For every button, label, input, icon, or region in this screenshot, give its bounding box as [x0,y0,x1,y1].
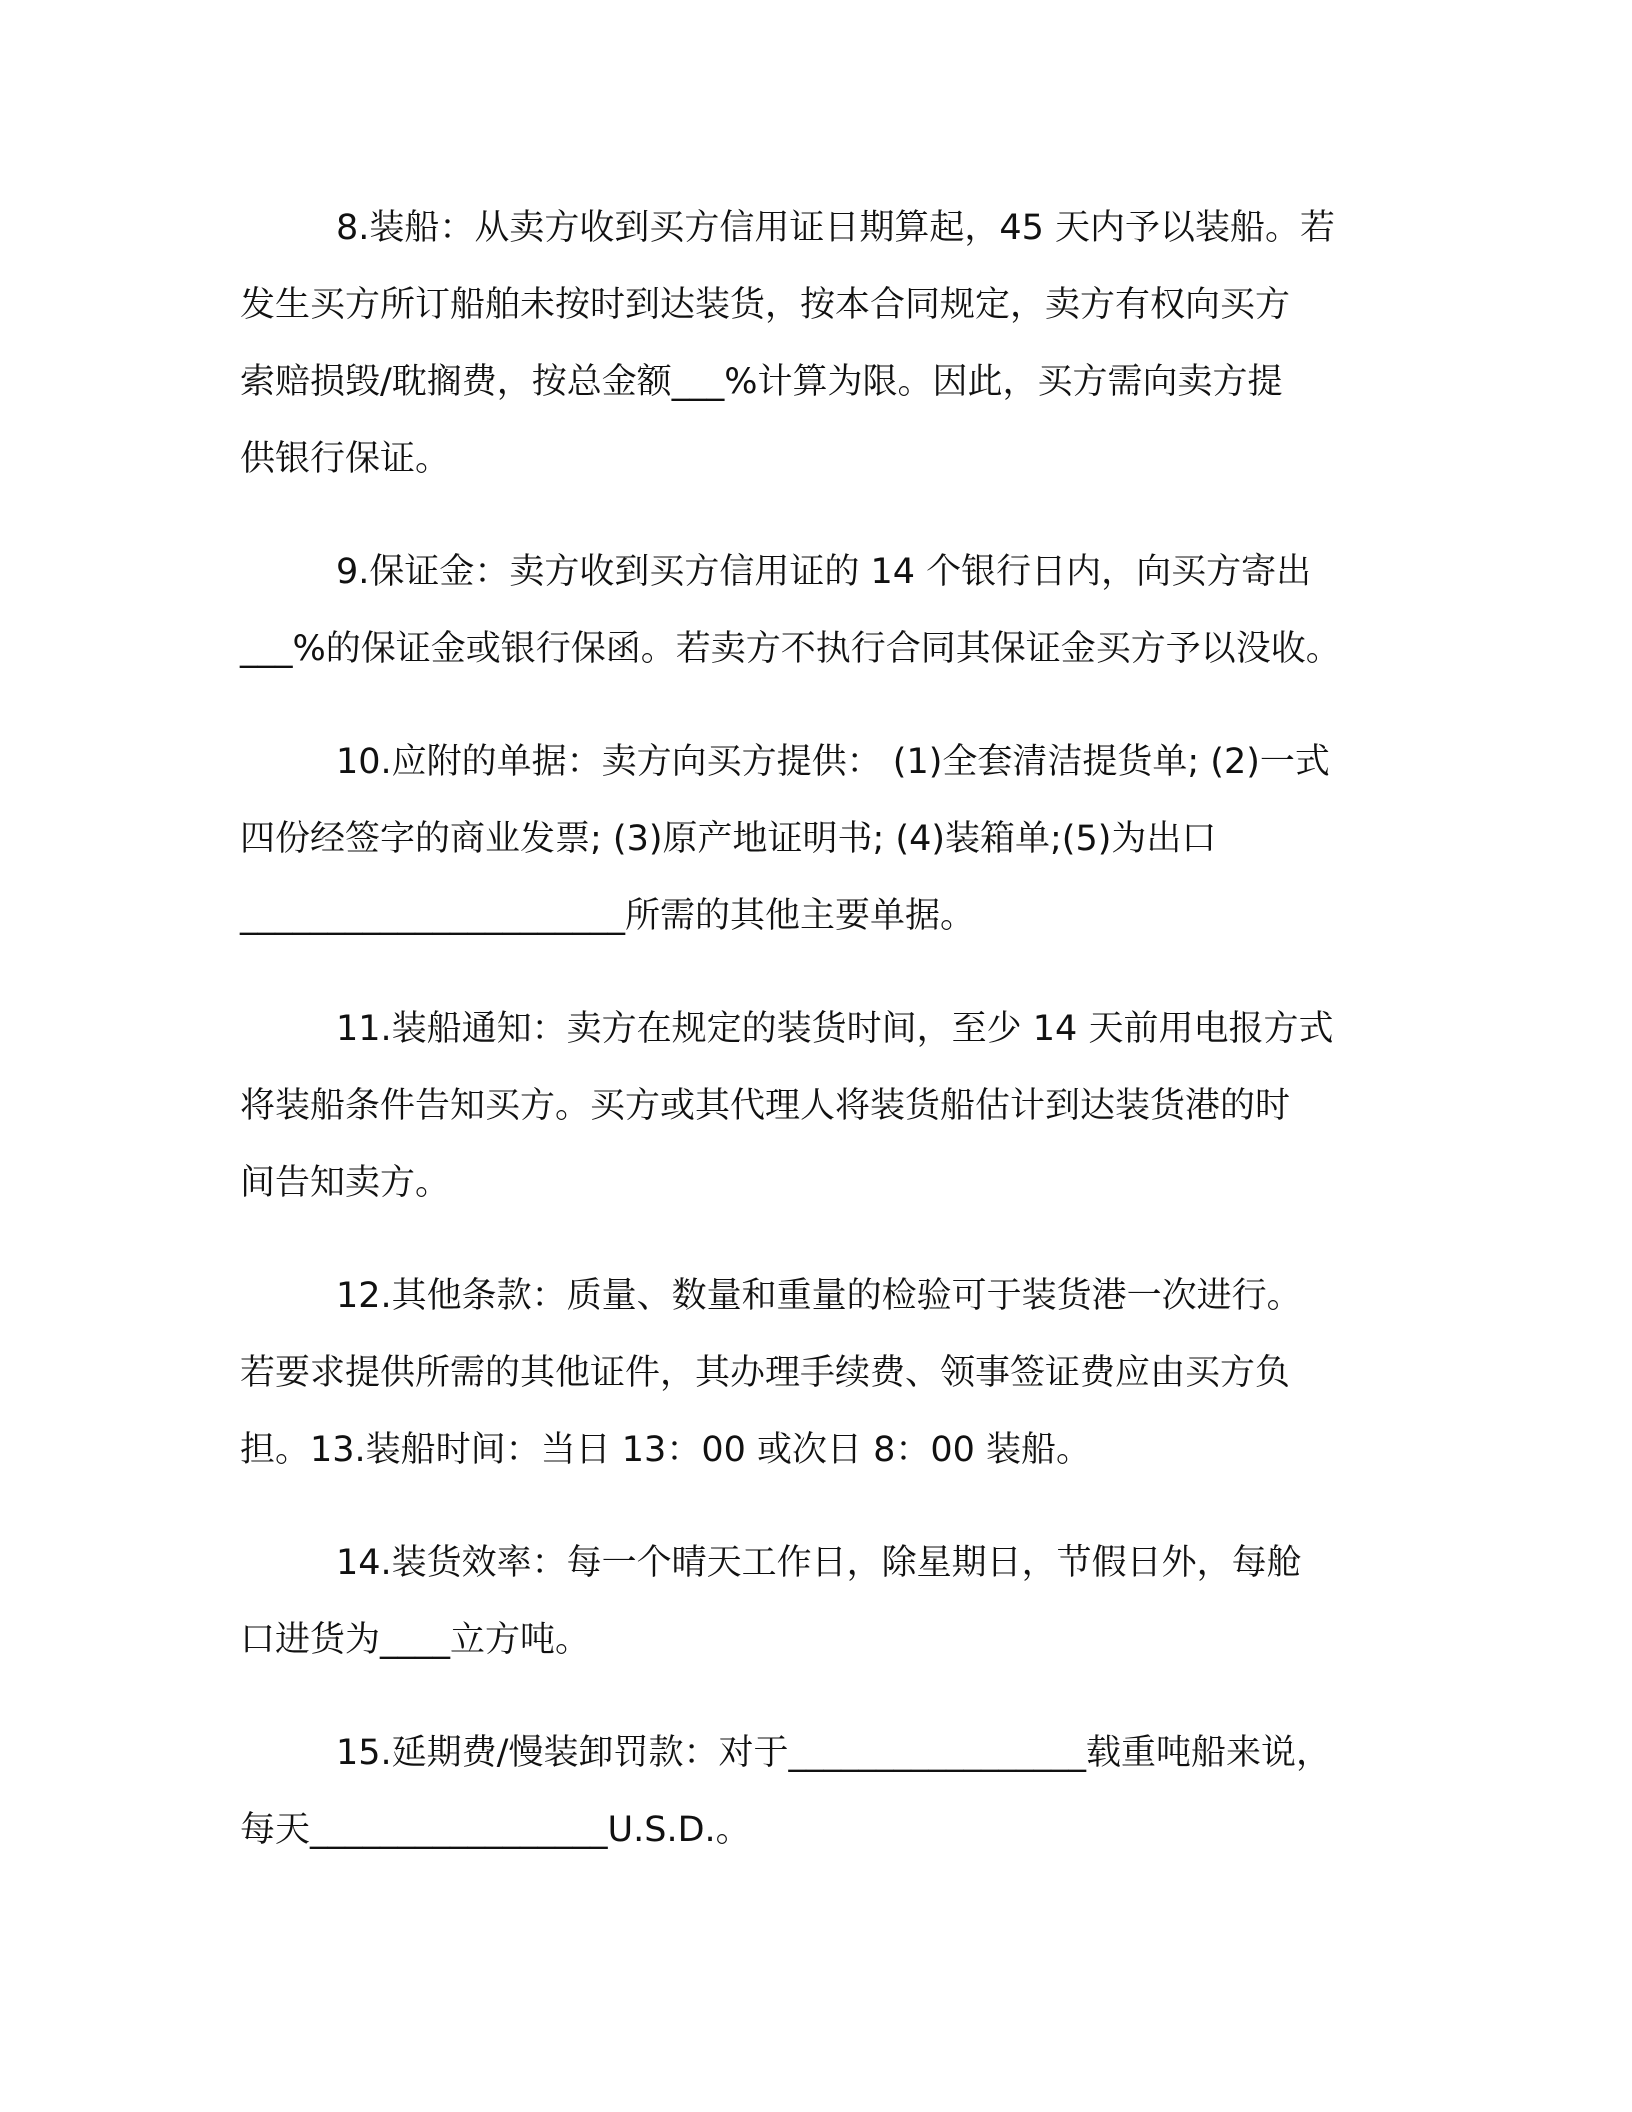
clause-line: 11.装船通知：卖方在规定的装货时间，至少 14 天前用电报方式 [336,1009,1334,1049]
clause-15-demurrage [240,1715,1405,1869]
clause-line: 若要求提供所需的其他证件，其办理手续费、领事签证费应由买方负 [240,1353,1291,1393]
clause-line: 供银行保证。 [240,439,451,479]
clause-line: 每天_________________U.S.D.。 [240,1810,751,1850]
clause-line: 12.其他条款：质量、数量和重量的检验可于装货港一次进行。 [336,1276,1302,1316]
clause-line: 间告知卖方。 [240,1163,451,1203]
clause-14-loading-rate [240,1525,1405,1679]
document-body [240,190,1405,1905]
clause-12-13-other-terms [240,1258,1405,1489]
clause-line: 15.延期费/慢装卸罚款：对于_________________载重吨船来说， [336,1733,1331,1773]
clause-line: 四份经签字的商业发票; (3)原产地证明书; (4)装箱单;(5)为出口 [240,819,1217,859]
clause-line: 8.装船：从卖方收到买方信用证日期算起，45 天内予以装船。若 [336,208,1336,248]
clause-line: 口进货为____立方吨。 [240,1620,591,1660]
clause-line: ______________________所需的其他主要单据。 [240,896,976,936]
clause-line: ___%的保证金或银行保函。若卖方不执行合同其保证金买方予以没收。 [240,629,1341,669]
clause-line: 14.装货效率：每一个晴天工作日，除星期日，节假日外，每舱 [336,1543,1302,1583]
clause-line: 发生买方所订船舶未按时到达装货，按本合同规定，卖方有权向买方 [240,285,1291,325]
clause-line: 9.保证金：卖方收到买方信用证的 14 个银行日内，向买方寄出 [336,552,1312,592]
clause-8-shipment [240,190,1405,498]
clause-line: 索赔损毁/耽搁费，按总金额___%计算为限。因此，买方需向卖方提 [240,362,1283,402]
clause-10-documents [240,724,1405,955]
clause-line: 10.应附的单据：卖方向买方提供： (1)全套清洁提货单; (2)一式 [336,742,1330,782]
clause-11-shipping-notice [240,991,1405,1222]
clause-line: 担。13.装船时间：当日 13：00 或次日 8：00 装船。 [240,1430,1092,1470]
clause-9-deposit [240,534,1405,688]
clause-line: 将装船条件告知买方。买方或其代理人将装货船估计到达装货港的时 [240,1086,1291,1126]
